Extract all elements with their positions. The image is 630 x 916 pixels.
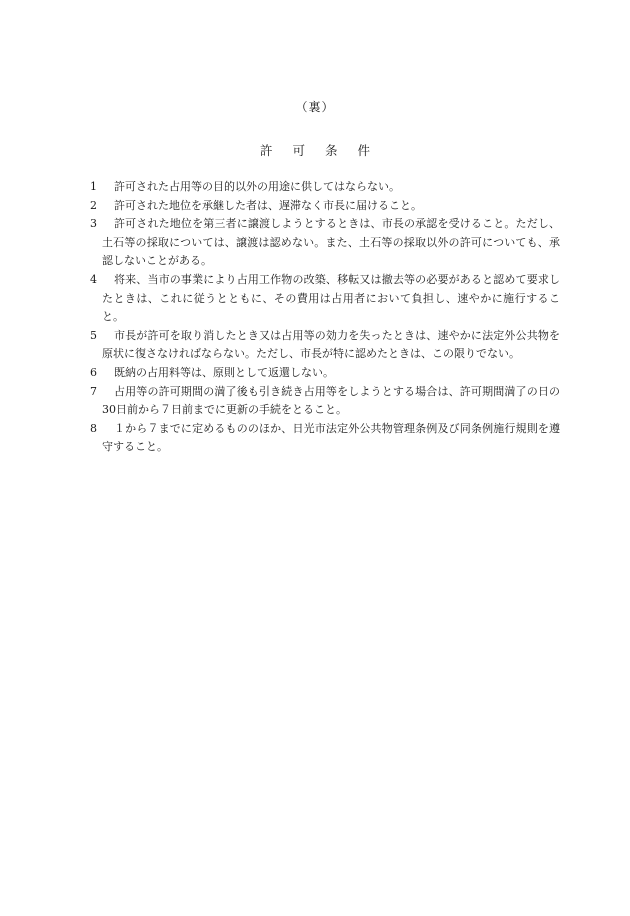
condition-text: 市長が許可を取り消したとき又は占用等の効力を失ったときは、速やかに法定外公共物を原状に復さなければならない。ただし、市長が特に認めたときは、この限りでない。 <box>102 328 560 361</box>
reverse-side-mark: （裏） <box>295 100 335 114</box>
condition-item <box>90 271 560 327</box>
condition-number: 7 <box>90 384 97 398</box>
condition-item <box>90 178 560 197</box>
condition-text: 将来、当市の事業により占用工作物の改築、移転又は撤去等の必要があると認めて要求したときは、これに従うとともに、その費用は占用者において負担し、速やかに施行すること。 <box>102 272 560 324</box>
condition-text: １から７までに定めるもののほか、日光市法定外公共物管理条例及び同条例施行規則を遵守すること。 <box>102 421 560 454</box>
condition-text: 既納の占用料等は、原則として返還しない。 <box>114 365 334 379</box>
condition-number: 3 <box>90 217 97 231</box>
condition-text: 許可された占用等の目的以外の用途に供してはならない。 <box>114 180 400 193</box>
condition-item <box>90 364 560 383</box>
condition-number: 2 <box>90 198 97 212</box>
conditions-list <box>90 178 560 457</box>
condition-item <box>90 215 560 271</box>
condition-number: 6 <box>90 365 97 379</box>
condition-item <box>90 383 560 420</box>
condition-text: 許可された地位を第三者に譲渡しようとするときは、市長の承認を受けること。ただし、土石等の採取については、譲渡は認めない。また、土石等の採取以外の許可についても、承認しないことがある。 <box>102 217 560 268</box>
condition-item <box>90 327 560 364</box>
condition-item <box>90 420 560 457</box>
document-title: 許可条件 <box>259 143 390 158</box>
condition-text: 許可された地位を承継した者は、遅滞なく市長に届けること。 <box>114 198 422 212</box>
condition-number: 8 <box>90 421 97 435</box>
condition-number: 1 <box>90 180 97 193</box>
condition-number: 5 <box>90 328 97 342</box>
condition-text: 占用等の許可期間の満了後も引き続き占用等をしようとする場合は、許可期間満了の日の30日前から７日前までに更新の手続をとること。 <box>102 384 560 417</box>
condition-number: 4 <box>90 272 97 286</box>
condition-item <box>90 197 560 216</box>
